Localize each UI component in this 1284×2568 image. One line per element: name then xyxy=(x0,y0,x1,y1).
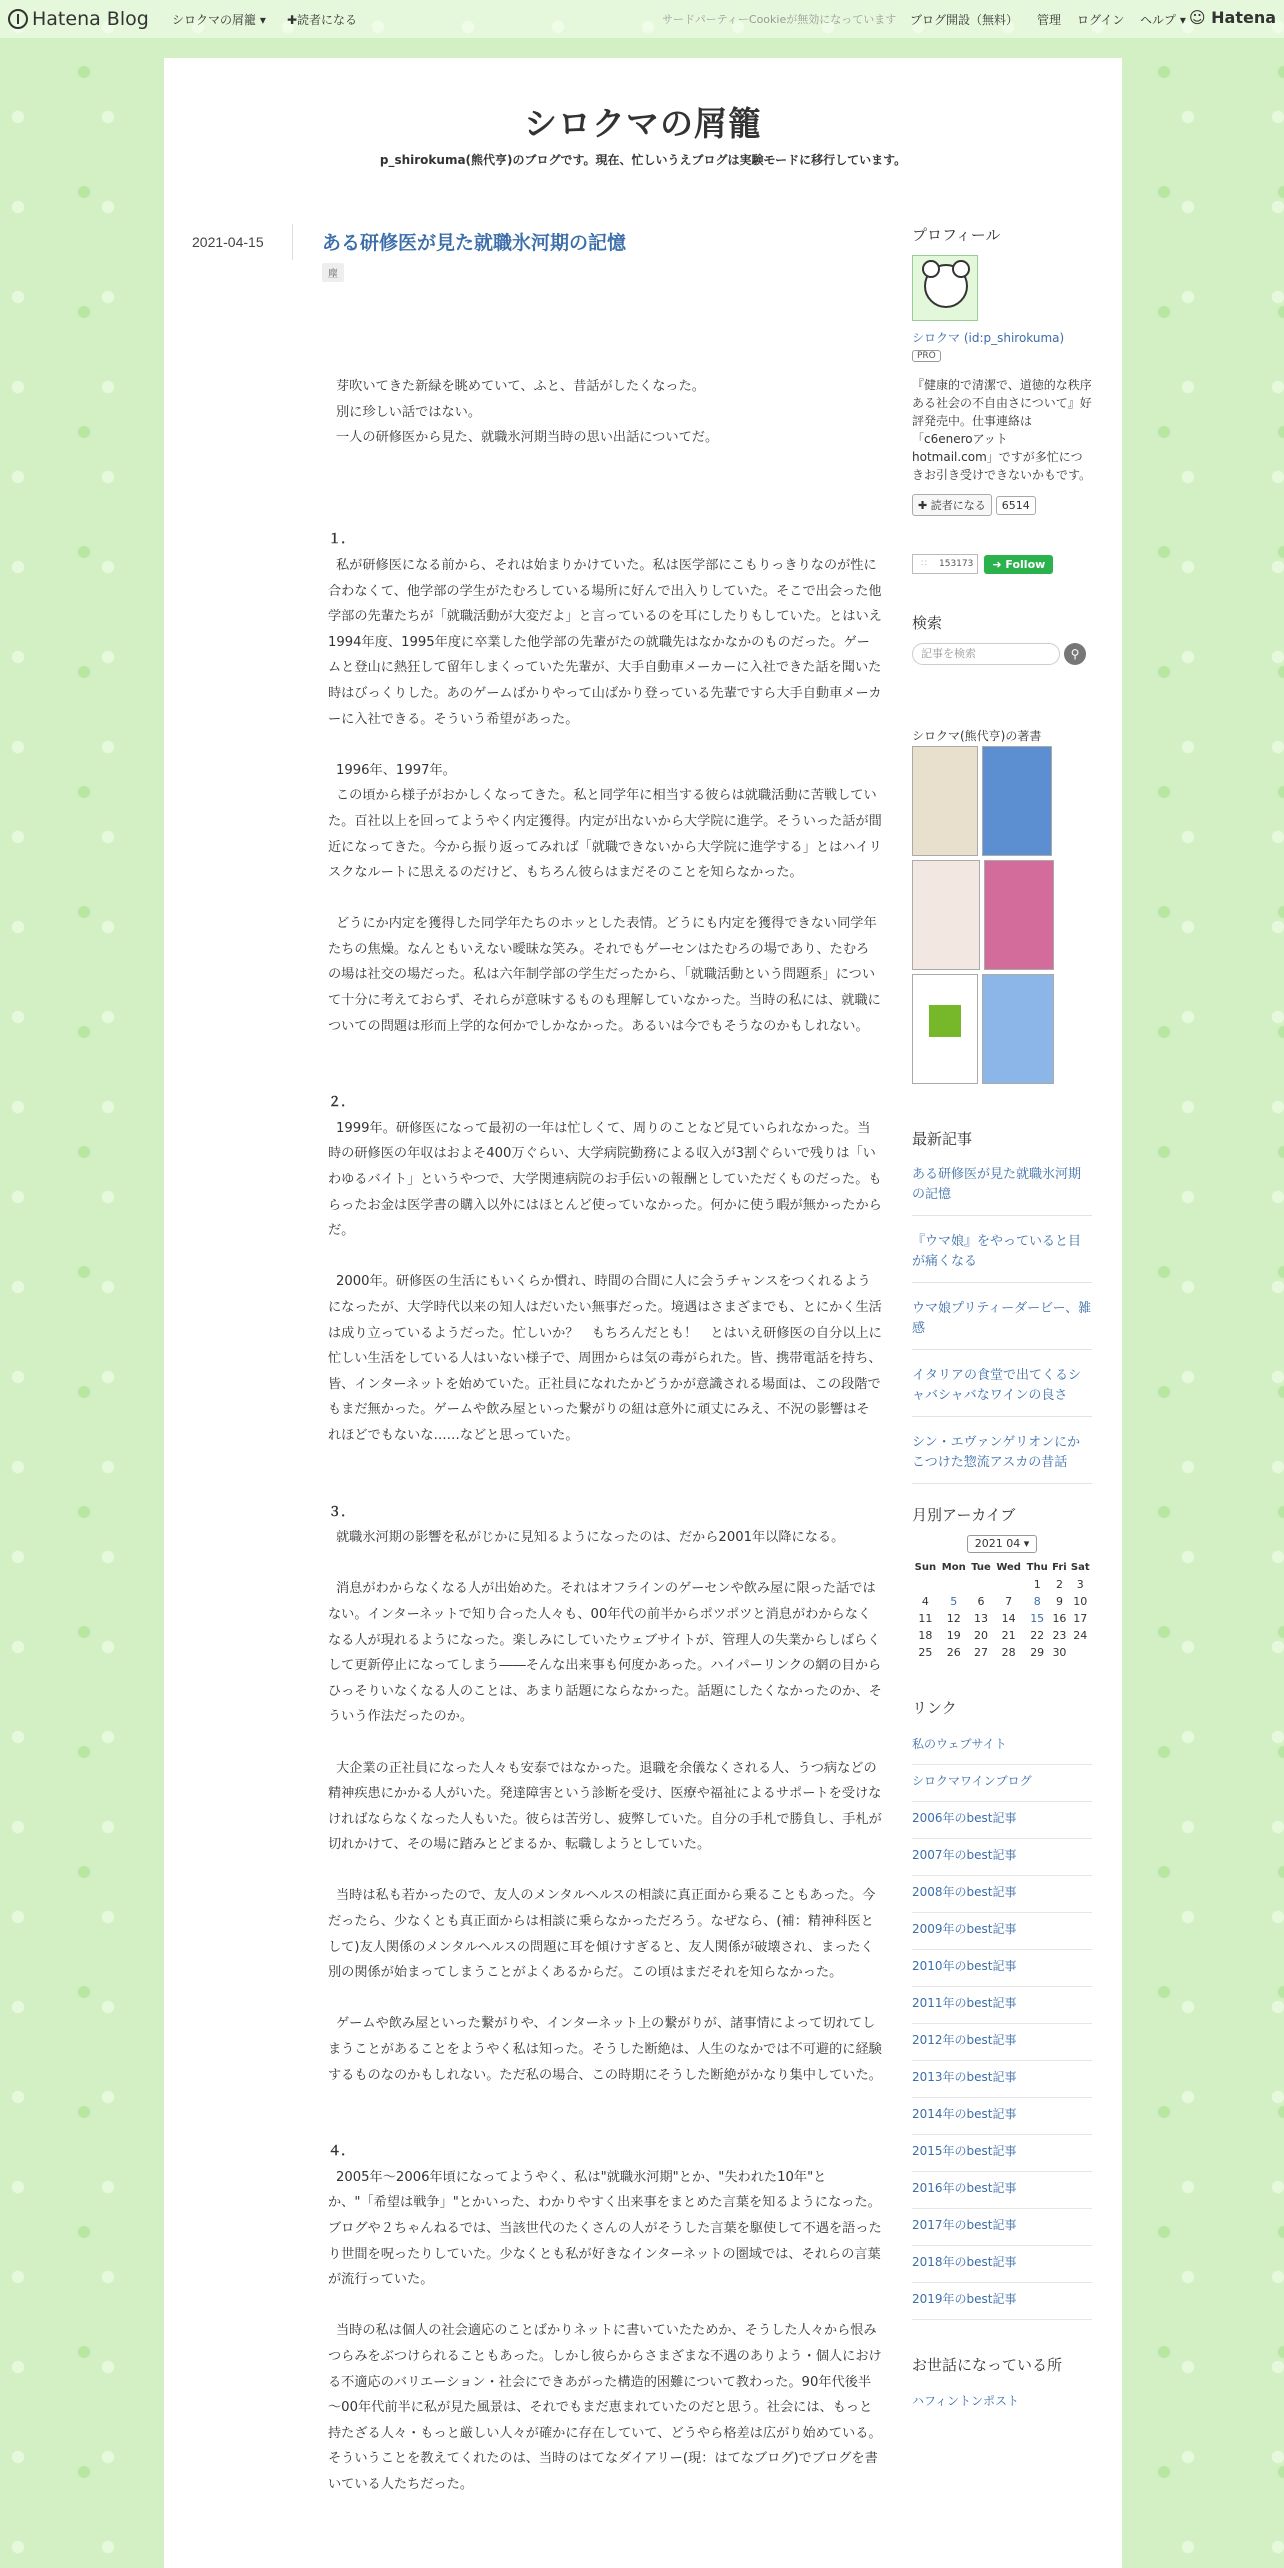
thanks-link[interactable]: ハフィントンポスト xyxy=(912,2394,1020,2408)
profile-avatar[interactable] xyxy=(912,255,978,321)
section-heading: ４． xyxy=(328,2144,355,2160)
login-link[interactable]: ログイン xyxy=(1077,13,1125,27)
hatena-logo-icon xyxy=(8,9,28,29)
sidebar-link[interactable]: 私のウェブサイト xyxy=(912,1728,1092,1765)
entry-content xyxy=(322,374,882,2498)
paragraph: ゲームや飲み屋といった繋がりや、インターネット上の繋がりが、諸事情によって切れてしまうことがあることをようやく私は知った。そうした断絶は、人生のなかでは不可避的に経験するものなのかもしれない。ただ私の場合、この時期にそうした断絶がかなり集中していた。 xyxy=(328,2016,882,2083)
sidebar-link[interactable]: 2008年のbest記事 xyxy=(912,1876,1092,1913)
blog-signup-link[interactable]: ブログ開設（無料） xyxy=(910,13,1019,27)
paragraph: どうにか内定を獲得した同学年たちのホッとした表情。どうにも内定を獲得できない同学年たちの焦燥。なんともいえない曖昧な笑み。それでもゲーセンはたむろの場であり、たむろの場は社交の場だった。私は六年制学部の学生だったから、「就職活動という問題系」について十分に考えておらず、それらが意味するものも理解していなかった。当時の私には、就職についての問題は形而上学的な何かでしかなかった。あるいは今でもそうなのかもしれない。 xyxy=(328,916,881,1034)
book-cover[interactable] xyxy=(912,860,980,970)
entry-header xyxy=(322,228,882,282)
feedly-icon: ∷ xyxy=(921,559,927,569)
calendar-day-link[interactable]: 5 xyxy=(950,1595,958,1608)
archive-select[interactable]: 2021 04 ▾ xyxy=(967,1535,1037,1553)
sidebar-link[interactable]: 2014年のbest記事 xyxy=(912,2098,1092,2135)
paragraph: 2000年。研修医の生活にもいくらか慣れ、時間の合間に人に会うチャンスをつくれるようになったが、大学時代以来の知人はだいたい無事だった。境遇はさまざまでも、とにかく生活は成り立っているようだった。忙しいか？ もちろんだとも！ とはいえ研修医の自分以上に忙しい生活をしている人はいない様子で、周囲からは気の毒がられた。皆、携帯電話を持ち、皆、インターネットを始めていた。正社員になれたかどうかが意識される場面は、この段階でもまだ無かった。ゲームや飲み屋といった繋がりの紐は意外に頑丈にみえ、不況の影響はそれほどでもないな……などと思っていた。 xyxy=(328,1274,882,1443)
admin-link[interactable]: 管理 xyxy=(1037,13,1062,27)
intro-line: 別に珍しい話ではない。 xyxy=(336,404,482,420)
pro-badge: PRO xyxy=(912,350,941,362)
entry-date[interactable]: 2021-04-15 xyxy=(192,234,264,250)
paragraph: この頃から様子がおかしくなってきた。私と同学年に相当する彼らは就職活動に苦戦していた。百社以上を回ってようやく内定獲得。内定が出ないから大学院に進学。そういった話が間近になってきた。今から振り返ってみれば「就職できないから大学院に進学する」とはハイリスクなルートに思えるのだけど、もちろん彼らはまだそのことを知らなかった。 xyxy=(328,788,882,881)
blog-menu[interactable]: シロクマの屑籠 ▾ xyxy=(172,13,266,27)
feedly-counter: ∷ 153173 xyxy=(912,554,978,574)
sidebar-link[interactable]: 2011年のbest記事 xyxy=(912,1987,1092,2024)
recent-heading: 最新記事 xyxy=(912,1131,973,1148)
sidebar-link[interactable]: 2006年のbest記事 xyxy=(912,1802,1092,1839)
paragraph: 当時は私も若かったので、友人のメンタルヘルスの相談に真正面から乗ることもあった。今だったら、少なくとも真正面からは相談に乗らなかっただろう。なぜなら、(補：精神科医として)友人関係のメンタルヘルスの問題に耳を傾けすぎると、友人関係が破壊され、まったく別の関係が始まってしまうことがよくあるからだ。この頃はまだそれを知らなかった。 xyxy=(328,1888,876,1981)
paragraph: 大企業の正社員になった人々も安泰ではなかった。退職を余儀なくされる人、うつ病などの精神疾患にかかる人がいた。発達障害という診断を受け、医療や福祉によるサポートを受けなければならなくなった人もいた。彼らは苦労し、疲弊していた。自分の手札で勝負し、手札が切れかけて、その場に踏みとどまるか、転職しようとしていた。 xyxy=(328,1760,882,1853)
archive-calendar: Sun Mon Tue Wed Thu Fri Sat 1 2 3 4 5 6 7 8 9 10 11 12 13 14 15 16 17 18 19 20 21 22 23 24 25 26 27 28 29 30 xyxy=(914,1562,1090,1659)
sidebar-link[interactable]: 2017年のbest記事 xyxy=(912,2209,1092,2246)
cookie-notice: サードパーティーCookieが無効になっています xyxy=(662,13,897,26)
search-heading: 検索 xyxy=(912,615,943,632)
intro-line: 一人の研修医から見た、就職氷河期当時の思い出話についてだ。 xyxy=(336,430,719,446)
calendar-day-link[interactable]: 15 xyxy=(1030,1612,1045,1625)
thanks-heading: お世話になっている所 xyxy=(912,2357,1063,2374)
subscriber-count: 6514 xyxy=(996,496,1036,515)
feedly-follow-button[interactable]: ➜ Follow xyxy=(984,555,1053,574)
entry-title[interactable]: ある研修医が見た就職氷河期の記憶 xyxy=(322,233,627,254)
recent-entry-link[interactable]: ある研修医が見た就職氷河期の記憶 xyxy=(912,1159,1092,1216)
book-covers xyxy=(912,746,1072,1086)
paragraph: 2005年～2006年頃になってようやく、私は"就職氷河期"とか、"失われた10年"とか、"「希望は戦争」"とかいった、わかりやすく出来事をまとめた言葉を知るようになった。ブログや２ちゃんねるでは、当該世代のたくさんの人がそうした言葉を駆使して不遇を語ったり世間を呪ったりしていた。少なくとも私が好きなインターネットの圏域では、それらの言葉が流行っていた。 xyxy=(328,2169,882,2288)
paragraph: 1999年。研修医になって最初の一年は忙しくて、周りのことなど見ていられなかった。当時の研修医の年収はおよそ400万ぐらい、大学病院勤務による収入が3割ぐらいで残りは「いわゆるバイト」というやつで、大学関連病院のお手伝いの報酬としていただくものだった。もらったお金は医学書の購入以外にはほとんど使っていなかった。何かに使う暇が無かったからだ。 xyxy=(328,1120,882,1239)
calendar-day-link[interactable]: 8 xyxy=(1033,1595,1041,1608)
sidebar-link[interactable]: シロクマワインブログ xyxy=(912,1765,1092,1802)
sidebar-link[interactable]: 2019年のbest記事 xyxy=(912,2283,1092,2320)
links-heading: リンク xyxy=(912,1700,957,1717)
hatena-menu[interactable]: ☺ Hatena xyxy=(1188,8,1276,27)
profile-name-link[interactable]: シロクマ (id:p_shirokuma) xyxy=(912,331,1065,345)
blog-title[interactable]: シロクマの屑籠 xyxy=(524,105,762,142)
paragraph: 私が研修医になる前から、それは始まりかけていた。私は医学部にこもりっきりなのが性に合わなくて、他学部の学生がたむろしている場所に好んで出入りしていた。そこで出会った他学部の先輩たちが「就職活動が大変だよ」と言っているのを耳にしたりもしていた。とはいえ1994年度、1995年度に卒業した他学部の先輩がたの就職先はなかなかのものだった。ゲームと登山に熱狂して留年しまくっていた先輩が、大手自動車メーカーに入社できた話を聞いた時はびっくりした。あのゲームばかりやって山ばかり登っている先輩ですら大手自動車メーカーに入社できる。そういう希望があった。 xyxy=(328,557,882,727)
book-cover[interactable] xyxy=(982,974,1054,1084)
subscribe-link[interactable]: ✚読者になる xyxy=(287,13,358,27)
sidebar-link[interactable]: 2015年のbest記事 xyxy=(912,2135,1092,2172)
paragraph: 就職氷河期の影響を私がじかに見知るようになったのは、だから2001年以降になる。 xyxy=(336,1530,845,1546)
help-menu[interactable]: ヘルプ ▾ xyxy=(1140,13,1186,27)
recent-entry-link[interactable]: イタリアの食堂で出てくるシャバシャバなワインの良さ xyxy=(912,1360,1092,1417)
profile-text: 『健康的で清潔で、道徳的な秩序ある社会の不自由さについて』好評発売中。仕事連絡は「c6eneroアット hotmail.com」ですが多忙につきお引き受けできないかもです。 xyxy=(912,378,1092,482)
paragraph: 消息がわからなくなる人が出始めた。それはオフラインのゲーセンや飲み屋に限った話ではない。インターネットで知り合った人々も、00年代の前半からポツポツと消息がわからなくなる人が現れるようになった。楽しみにしていたウェブサイトが、管理人の失業からしばらくして更新停止になってしまう――そんな出来事も何度かあった。ハイパーリンクの網の目からひっそりいなくなる人のことは、あまり話題にならなかった。話題にしたくなかったのか、そういう作法だったのか。 xyxy=(328,1581,882,1725)
sidebar-link[interactable]: 2013年のbest記事 xyxy=(912,2061,1092,2098)
date-divider xyxy=(292,224,293,260)
recent-entry-link[interactable]: シン・エヴァンゲリオンにかこつけた惣流アスカの昔話 xyxy=(912,1427,1092,1484)
section-heading: ３． xyxy=(328,1504,355,1520)
book-cover[interactable] xyxy=(912,746,978,856)
hatena-toolbar xyxy=(0,0,1284,38)
blog-container xyxy=(164,58,1122,2568)
recent-entry-link[interactable]: ウマ娘プリティーダービー、雑感 xyxy=(912,1293,1092,1350)
category-label[interactable]: 塵 xyxy=(322,263,344,282)
links-list xyxy=(912,1728,1092,2320)
archive-heading: 月別アーカイブ xyxy=(912,1507,1016,1524)
hatena-blog-logo[interactable]: Hatena Blog xyxy=(8,6,149,32)
sidebar xyxy=(912,224,1092,2421)
sidebar-link[interactable]: 2010年のbest記事 xyxy=(912,1950,1092,1987)
section-heading: ２． xyxy=(328,1095,355,1111)
sidebar-link[interactable]: 2007年のbest記事 xyxy=(912,1839,1092,1876)
subscribe-button[interactable]: ✚ 読者になる xyxy=(912,494,992,516)
section-heading: １． xyxy=(328,532,355,548)
blog-header xyxy=(164,98,1122,168)
paragraph: 1996年、1997年。 xyxy=(336,762,456,778)
search-input[interactable]: 記事を検索 xyxy=(912,643,1060,665)
book-cover[interactable] xyxy=(982,746,1052,856)
sidebar-link[interactable]: 2012年のbest記事 xyxy=(912,2024,1092,2061)
recent-entries xyxy=(912,1159,1092,1484)
sidebar-link[interactable]: 2009年のbest記事 xyxy=(912,1913,1092,1950)
recent-entry-link[interactable]: 『ウマ娘』をやっていると目が痛くなる xyxy=(912,1226,1092,1283)
profile-heading: プロフィール xyxy=(912,227,1001,244)
intro-line: 芽吹いてきた新緑を眺めていて、ふと、昔話がしたくなった。 xyxy=(336,379,705,394)
paragraph: 当時の私は個人の社会適応のことばかりネットに書いていたためか、そうした人々から恨みつらみをぶつけられることもあった。しかし彼らからさまざまな不遇のありよう・個人における不適応のバリエーション・社会にできあがった構造的困難について教わった。90年代後半～00年代前半に私が見た風景は、それでもまだ恵まれていたのだと思う。社会には、もっと持たざる人々・もっと厳しい人々が確かに存在していて、どうやら格差は広がり始めている。そういうことを教えてくれたのは、当時のはてなダイアリー(現：はてなブログ)でブログを書いている人たちだった。 xyxy=(328,2323,882,2492)
sidebar-link[interactable]: 2018年のbest記事 xyxy=(912,2246,1092,2283)
sidebar-link[interactable]: 2016年のbest記事 xyxy=(912,2172,1092,2209)
blog-description: p_shirokuma(熊代亨)のブログです。現在、忙しいうえブログは実験モードに移行しています。 xyxy=(379,153,907,167)
search-icon[interactable]: ⚲ xyxy=(1064,643,1086,665)
book-cover[interactable] xyxy=(912,974,978,1084)
bear-icon xyxy=(924,264,968,308)
books-heading: シロクマ(熊代亨)の著書 xyxy=(912,729,1042,743)
book-cover[interactable] xyxy=(984,860,1054,970)
